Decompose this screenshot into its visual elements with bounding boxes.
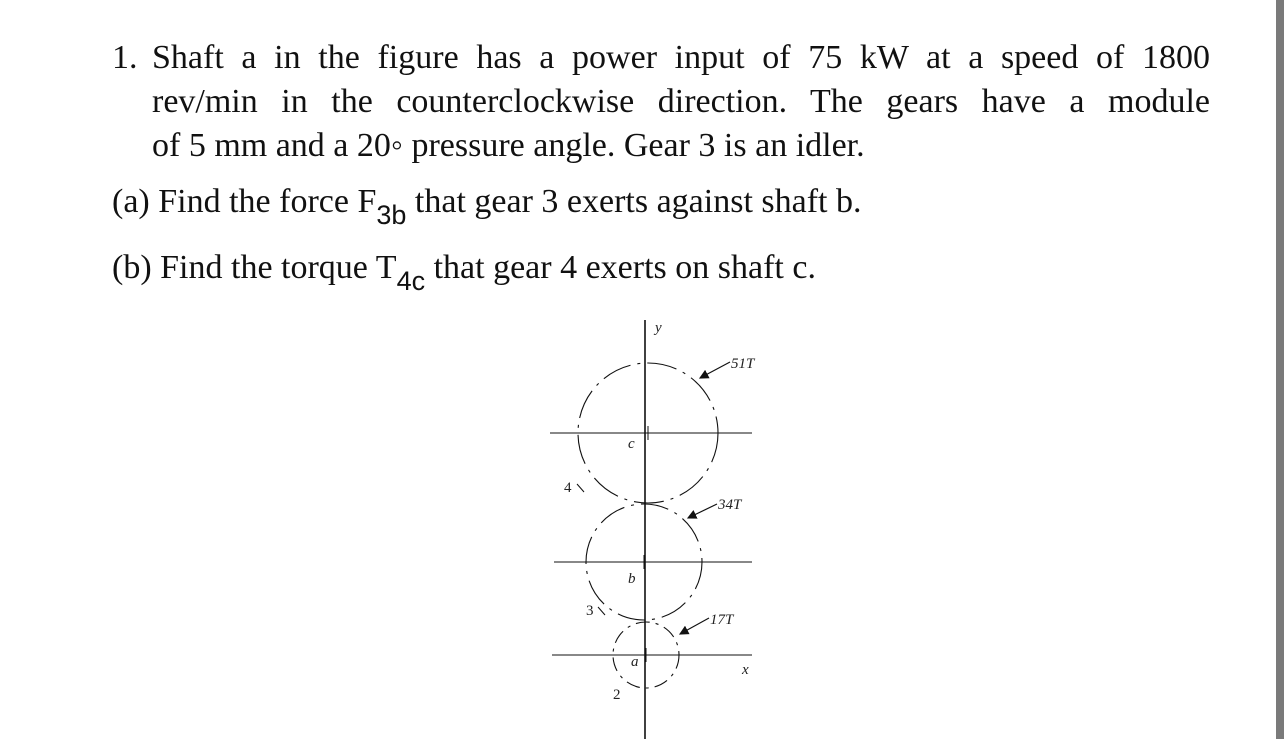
gear-4-center-label: c xyxy=(628,436,635,452)
gear-train-figure xyxy=(520,312,780,739)
part-b-suffix: that gear 4 exerts on shaft c. xyxy=(425,249,816,286)
y-axis-label: y xyxy=(655,320,662,336)
problem-line-3: of 5 mm and a 20◦ pressure angle. Gear 3 is an idler. xyxy=(152,127,865,164)
problem-main-text xyxy=(112,36,1210,168)
part-a-subscript: 3b xyxy=(376,200,407,230)
gear-2-center-label: a xyxy=(631,654,639,670)
problem-line-1: Shaft a in the figure has a power input of 75 kW at a speed of 1800 xyxy=(152,39,1210,76)
gear-3-label: 3 xyxy=(586,603,594,619)
gear-4-teeth-arrow xyxy=(700,362,730,378)
gear-2-teeth-label: 17T xyxy=(710,612,734,628)
part-b-prefix: (b) Find the torque T xyxy=(112,249,397,286)
gear-3-label-leader xyxy=(598,607,605,615)
x-axis-label: x xyxy=(742,662,749,678)
part-b-subscript: 4c xyxy=(396,266,426,296)
problem-number: 1. xyxy=(112,39,138,76)
window-edge-bar xyxy=(1276,0,1284,739)
part-a-question xyxy=(112,182,862,230)
gear-3-teeth-arrow xyxy=(688,504,717,518)
part-b-question xyxy=(112,248,816,296)
part-a-prefix: (a) Find the force F xyxy=(112,183,377,220)
part-a-suffix: that gear 3 exerts against shaft b. xyxy=(406,183,862,220)
gear-3-teeth-label: 34T xyxy=(718,497,742,513)
gear-2-label: 2 xyxy=(613,687,621,703)
gear-4-label-leader xyxy=(577,484,584,492)
gear-2-teeth-arrow xyxy=(680,618,709,634)
problem-line-2: rev/min in the counterclockwise direction. The gears have a module xyxy=(152,83,1210,120)
gear-3-center-label: b xyxy=(628,571,636,587)
gear-4-teeth-label: 51T xyxy=(731,356,755,372)
gear-4-label: 4 xyxy=(564,480,572,496)
